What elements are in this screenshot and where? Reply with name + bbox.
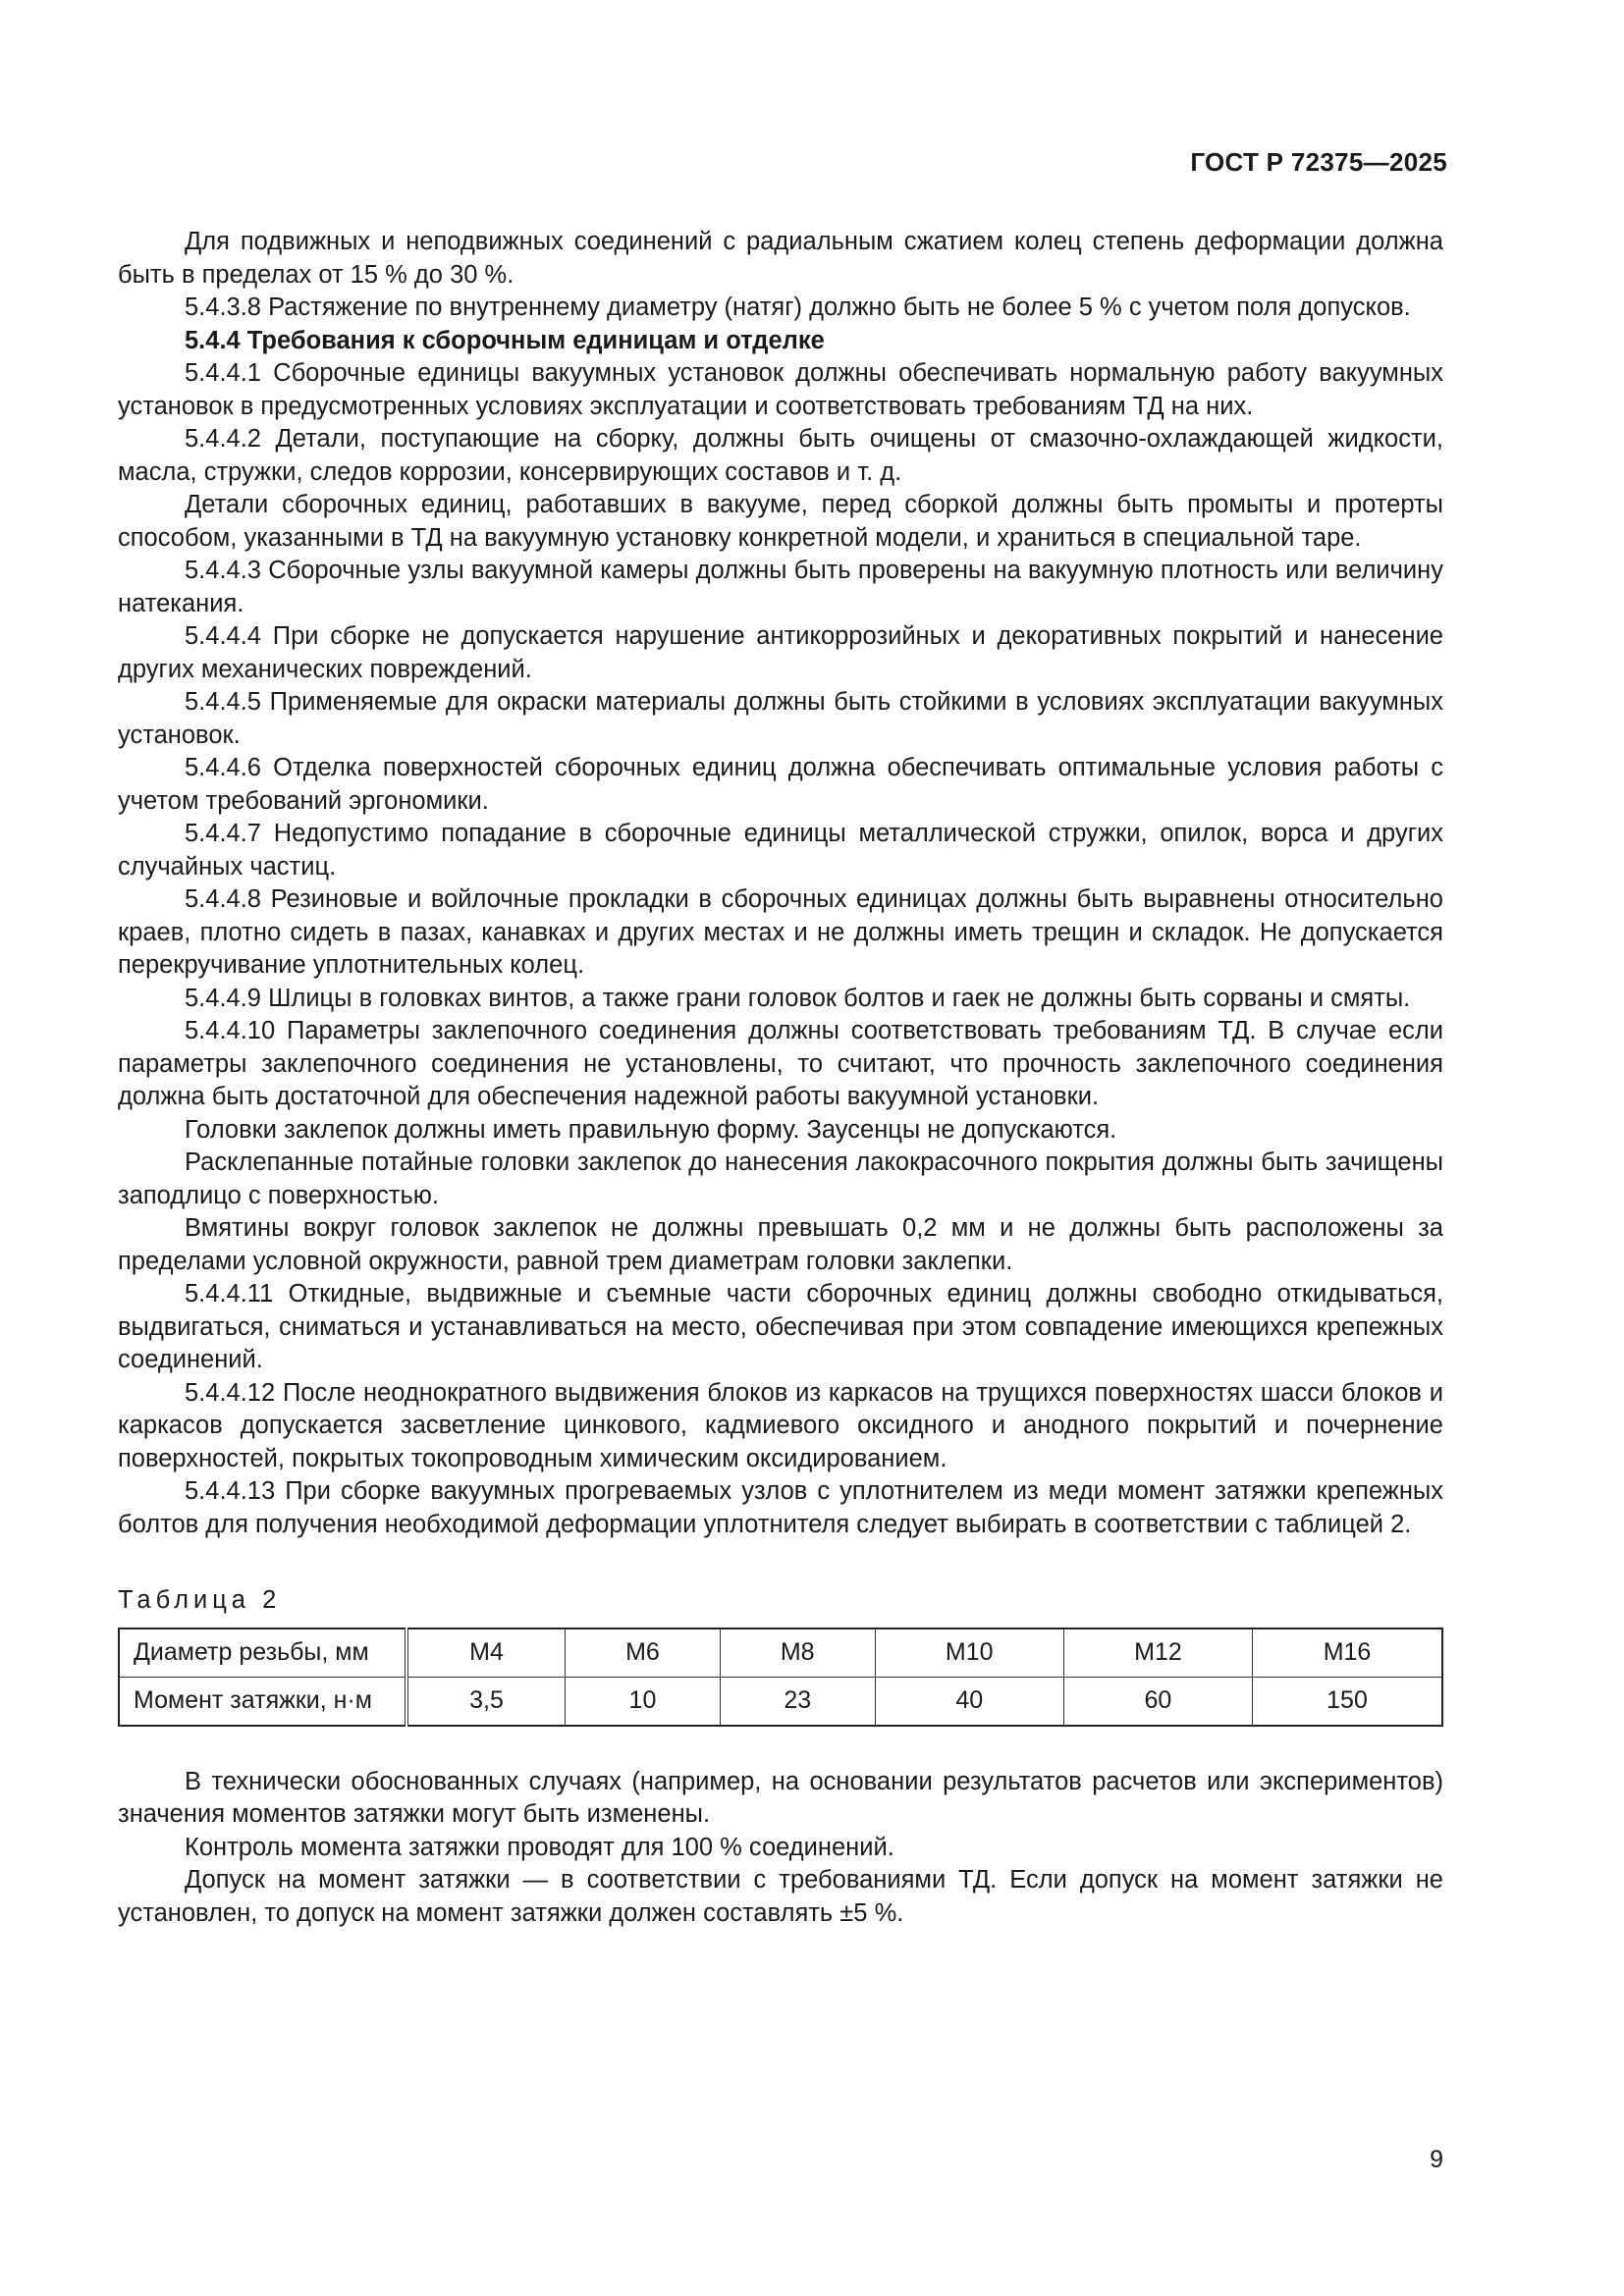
paragraph: Для подвижных и неподвижных соединений с радиальным сжатием колец степень деформации должна быть в пределах от 15 % до 30 %. xyxy=(118,228,1443,289)
table-cell: М16 xyxy=(1253,1629,1442,1678)
table-cell: М8 xyxy=(720,1629,875,1678)
paragraph: Вмятины вокруг головок заклепок не должны превышать 0,2 мм и не должны быть расположены за пределами условной окружности, равной трем диаметрам головки заклепки. xyxy=(118,1214,1443,1275)
section-heading: 5.4.4 Требования к сборочным единицам и отделке xyxy=(185,326,825,354)
torque-table xyxy=(118,1628,1443,1727)
row-header-torque: Момент затяжки, н·м xyxy=(119,1677,406,1726)
paragraphs-after-table xyxy=(118,1766,1443,1931)
table-cell: 3,5 xyxy=(406,1677,566,1726)
paragraph: 5.4.3.8 Растяжение по внутреннему диаметру (натяг) должно быть не более 5 % с учетом поля допусков. xyxy=(185,294,1411,321)
paragraph: Допуск на момент затяжки — в соответствии с требованиями ТД. Если допуск на момент затяжки не установлен, то допуск на момент затяжки должен составлять ±5 %. xyxy=(118,1866,1443,1927)
paragraph: Расклепанные потайные головки заклепок до нанесения лакокрасочного покрытия должны быть зачищены заподлицо с поверхностью. xyxy=(118,1148,1443,1209)
paragraph: В технически обоснованных случаях (например, на основании результатов расчетов или экспериментов) значения моментов затяжки могут быть изменены. xyxy=(118,1767,1443,1828)
paragraph: 5.4.4.8 Резиновые и войлочные прокладки в сборочных единицах должны быть выравнены относительно краев, плотно сидеть в пазах, канавках и других местах и не должны иметь трещин и складок. Не допускается перекручивание уплотнительных колец. xyxy=(118,885,1443,979)
table-cell: 150 xyxy=(1253,1677,1442,1726)
paragraph: Детали сборочных единиц, работавших в вакууме, перед сборкой должны быть промыты и протерты способом, указанными в ТД на вакуумную установку конкретной модели, и храниться в специальной таре. xyxy=(118,491,1443,552)
paragraph: 5.4.4.7 Недопустимо попадание в сборочные единицы металлической стружки, опилок, ворса и других случайных частиц. xyxy=(118,820,1443,881)
paragraph: 5.4.4.11 Откидные, выдвижные и съемные части сборочных единиц должны свободно откидываться, выдвигаться, сниматься и устанавливаться на место, обеспечивая при этом совпадение имеющихся крепежных соединений. xyxy=(118,1280,1443,1373)
page-number: 9 xyxy=(1430,2146,1443,2173)
paragraph: Контроль момента затяжки проводят для 100 % соединений. xyxy=(185,1833,894,1861)
paragraph: 5.4.4.12 После неоднократного выдвижения блоков из каркасов на трущихся поверхностях шасси блоков и каркасов допускается засветление цинкового, кадмиевого оксидного и анодного покрытий и почернение поверхностей, покрытых токопроводным химическим оксидированием. xyxy=(118,1378,1443,1472)
document-body xyxy=(118,226,1443,1930)
table-cell: М12 xyxy=(1063,1629,1252,1678)
table-cell: 23 xyxy=(720,1677,875,1726)
paragraph: 5.4.4.13 При сборке вакуумных прогреваемых узлов с уплотнителем из меди момент затяжки крепежных болтов для получения необходимой деформации уплотнителя следует выбирать в соответствии с таблицей 2. xyxy=(118,1477,1443,1538)
table-cell: 10 xyxy=(566,1677,721,1726)
table-row-thread-diameter xyxy=(119,1629,1442,1678)
paragraph: 5.4.4.6 Отделка поверхностей сборочных единиц должна обеспечивать оптимальные условия работы с учетом требований эргономики. xyxy=(118,754,1443,815)
paragraph: 5.4.4.1 Сборочные единицы вакуумных установок должны обеспечивать нормальную работу вакуумных установок в предусмотренных условиях эксплуатации и соответствовать требованиям ТД на них. xyxy=(118,359,1443,420)
document-id-header: ГОСТ Р 72375—2025 xyxy=(1190,147,1447,177)
paragraph: Головки заклепок должны иметь правильную форму. Заусенцы не допускаются. xyxy=(185,1115,1117,1144)
paragraph: 5.4.4.10 Параметры заклепочного соединения должны соответствовать требованиям ТД. В случае если параметры заклепочного соединения не установлены, то считают, что прочность заклепочного соединения должна быть достаточной для обеспечения надежной работы вакуумной установки. xyxy=(118,1017,1443,1110)
table-cell: 40 xyxy=(875,1677,1063,1726)
table-row-torque xyxy=(119,1677,1442,1726)
paragraphs-before-table xyxy=(118,226,1443,1541)
paragraph: 5.4.4.2 Детали, поступающие на сборку, должны быть очищены от смазочно-охлаждающей жидкости, масла, стружки, следов коррозии, консервирующих составов и т. д. xyxy=(118,425,1443,486)
paragraph: 5.4.4.9 Шлицы в головках винтов, а также грани головок болтов и гаек не должны быть сорваны и смяты. xyxy=(185,984,1411,1012)
table-cell: М10 xyxy=(875,1629,1063,1678)
row-header-thread-diameter: Диаметр резьбы, мм xyxy=(119,1629,406,1678)
table-caption: Таблица 2 xyxy=(118,1586,282,1614)
paragraph: 5.4.4.3 Сборочные узлы вакуумной камеры должны быть проверены на вакуумную плотность или величину натекания. xyxy=(118,557,1443,617)
table-cell: М6 xyxy=(566,1629,721,1678)
table-cell: М4 xyxy=(406,1629,566,1678)
table-cell: 60 xyxy=(1063,1677,1252,1726)
paragraph: 5.4.4.5 Применяемые для окраски материалы должны быть стойкими в условиях эксплуатации вакуумных установок. xyxy=(118,688,1443,749)
paragraph: 5.4.4.4 При сборке не допускается нарушение антикоррозийных и декоративных покрытий и нанесение других механических повреждений. xyxy=(118,622,1443,683)
